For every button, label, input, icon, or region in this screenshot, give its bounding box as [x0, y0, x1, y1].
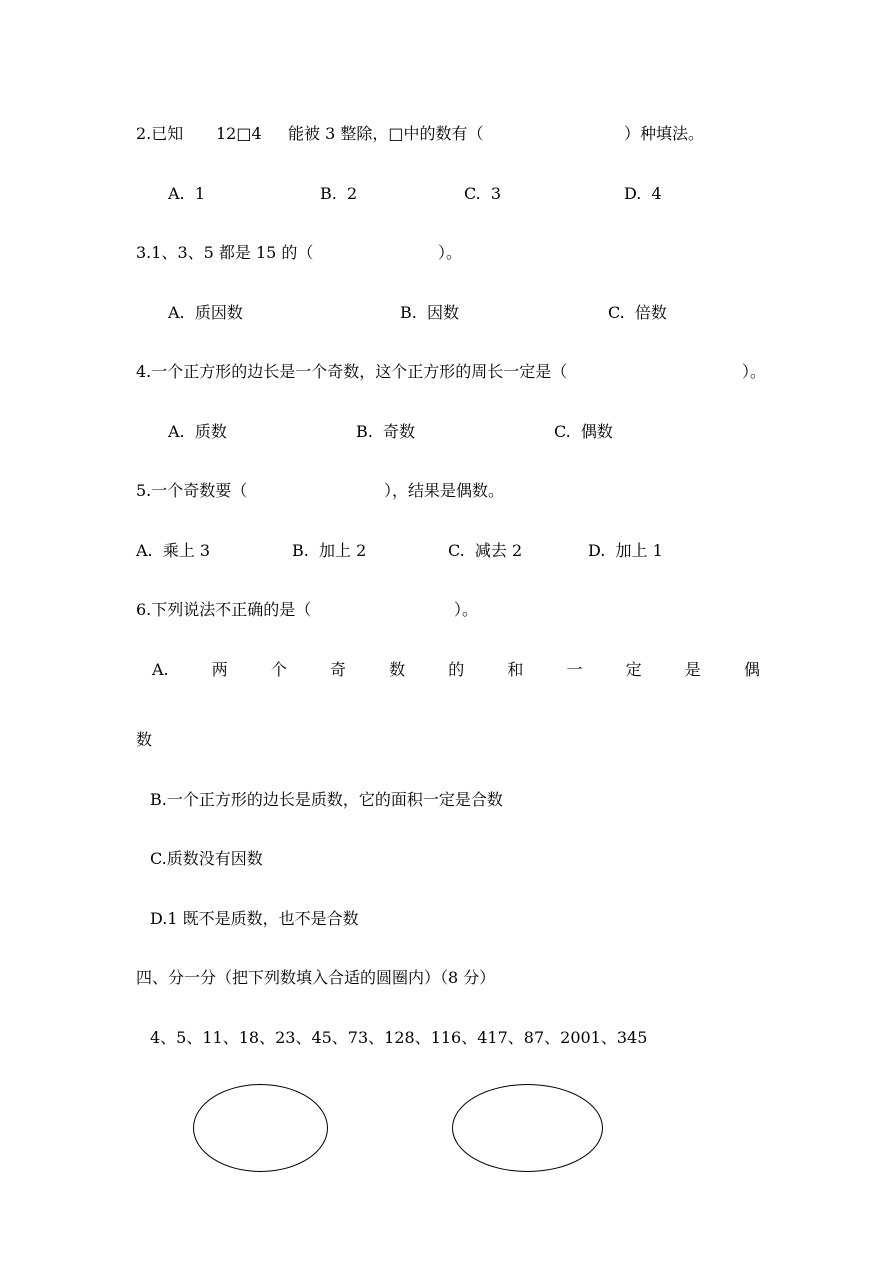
- q3-stem-a: 3.1、3、5 都是 15 的（: [136, 243, 314, 262]
- q2-stem-c: ）种填法。: [624, 124, 705, 143]
- q5-option-c: C. 减去 2: [448, 541, 523, 560]
- q6-stem-a: 6.下列说法不正确的是（: [136, 600, 312, 619]
- q6-option-a: [152, 660, 760, 680]
- q6-option-a-char: 奇: [330, 660, 347, 679]
- q2-stem-a: 2.已知: [136, 124, 184, 143]
- q3-option-b: B. 因数: [400, 303, 460, 322]
- q2-stem-number: 12□4: [216, 124, 262, 143]
- q6-stem-b: ）。: [454, 600, 479, 619]
- q3-stem-b: ）。: [438, 243, 463, 262]
- q5-stem-b: ），结果是偶数。: [384, 481, 505, 500]
- q5-option-d: D. 加上 1: [588, 541, 663, 560]
- q5-option-a: A. 乘上 3: [136, 541, 211, 560]
- q4-stem-b: ）。: [742, 362, 767, 381]
- q6-option-a-char: A.: [152, 660, 169, 679]
- q4-option-a: A. 质数: [168, 422, 227, 441]
- q6-option-a-char: 数: [389, 660, 406, 679]
- answer-circle-right[interactable]: [452, 1084, 603, 1172]
- q6-option-d: D.1 既不是质数，也不是合数: [150, 909, 359, 928]
- q6-option-a-char: 两: [211, 660, 228, 679]
- q6-option-a-char: 偶: [743, 660, 760, 679]
- q2-option-a: A. 1: [168, 184, 205, 203]
- q6-option-a-char: 个: [270, 660, 287, 679]
- q4-option-b: B. 奇数: [356, 422, 416, 441]
- q5-option-b: B. 加上 2: [292, 541, 367, 560]
- section-4-heading: 四、分一分（把下列数填入合适的圆圈内）（8 分）: [136, 968, 496, 987]
- q4-option-c: C. 偶数: [554, 422, 613, 441]
- q2-stem-b: 能被 3 整除，□中的数有（: [288, 124, 484, 143]
- q6-option-a-char: 和: [507, 660, 524, 679]
- q3-option-a: A. 质因数: [168, 303, 243, 322]
- q6-option-b: B.一个正方形的边长是质数，它的面积一定是合数: [150, 790, 503, 809]
- q6-option-a-char: 一: [566, 660, 583, 679]
- q2-option-d: D. 4: [624, 184, 662, 203]
- number-list: 4、5、11、18、23、45、73、128、116、417、87、2001、345: [150, 1028, 648, 1047]
- q6-option-a-char: 是: [684, 660, 701, 679]
- q5-stem-a: 5.一个奇数要（: [136, 481, 248, 500]
- q6-option-c: C.质数没有因数: [150, 849, 263, 868]
- q4-stem-a: 4.一个正方形的边长是一个奇数，这个正方形的周长一定是（: [136, 362, 568, 381]
- q6-option-a-char: 定: [625, 660, 642, 679]
- q6-option-a-char: 的: [448, 660, 465, 679]
- q3-option-c: C. 倍数: [608, 303, 667, 322]
- q2-option-c: C. 3: [464, 184, 502, 203]
- answer-circle-left[interactable]: [193, 1084, 328, 1172]
- q6-option-a-wrap: 数: [136, 730, 153, 749]
- q2-option-b: B. 2: [320, 184, 358, 203]
